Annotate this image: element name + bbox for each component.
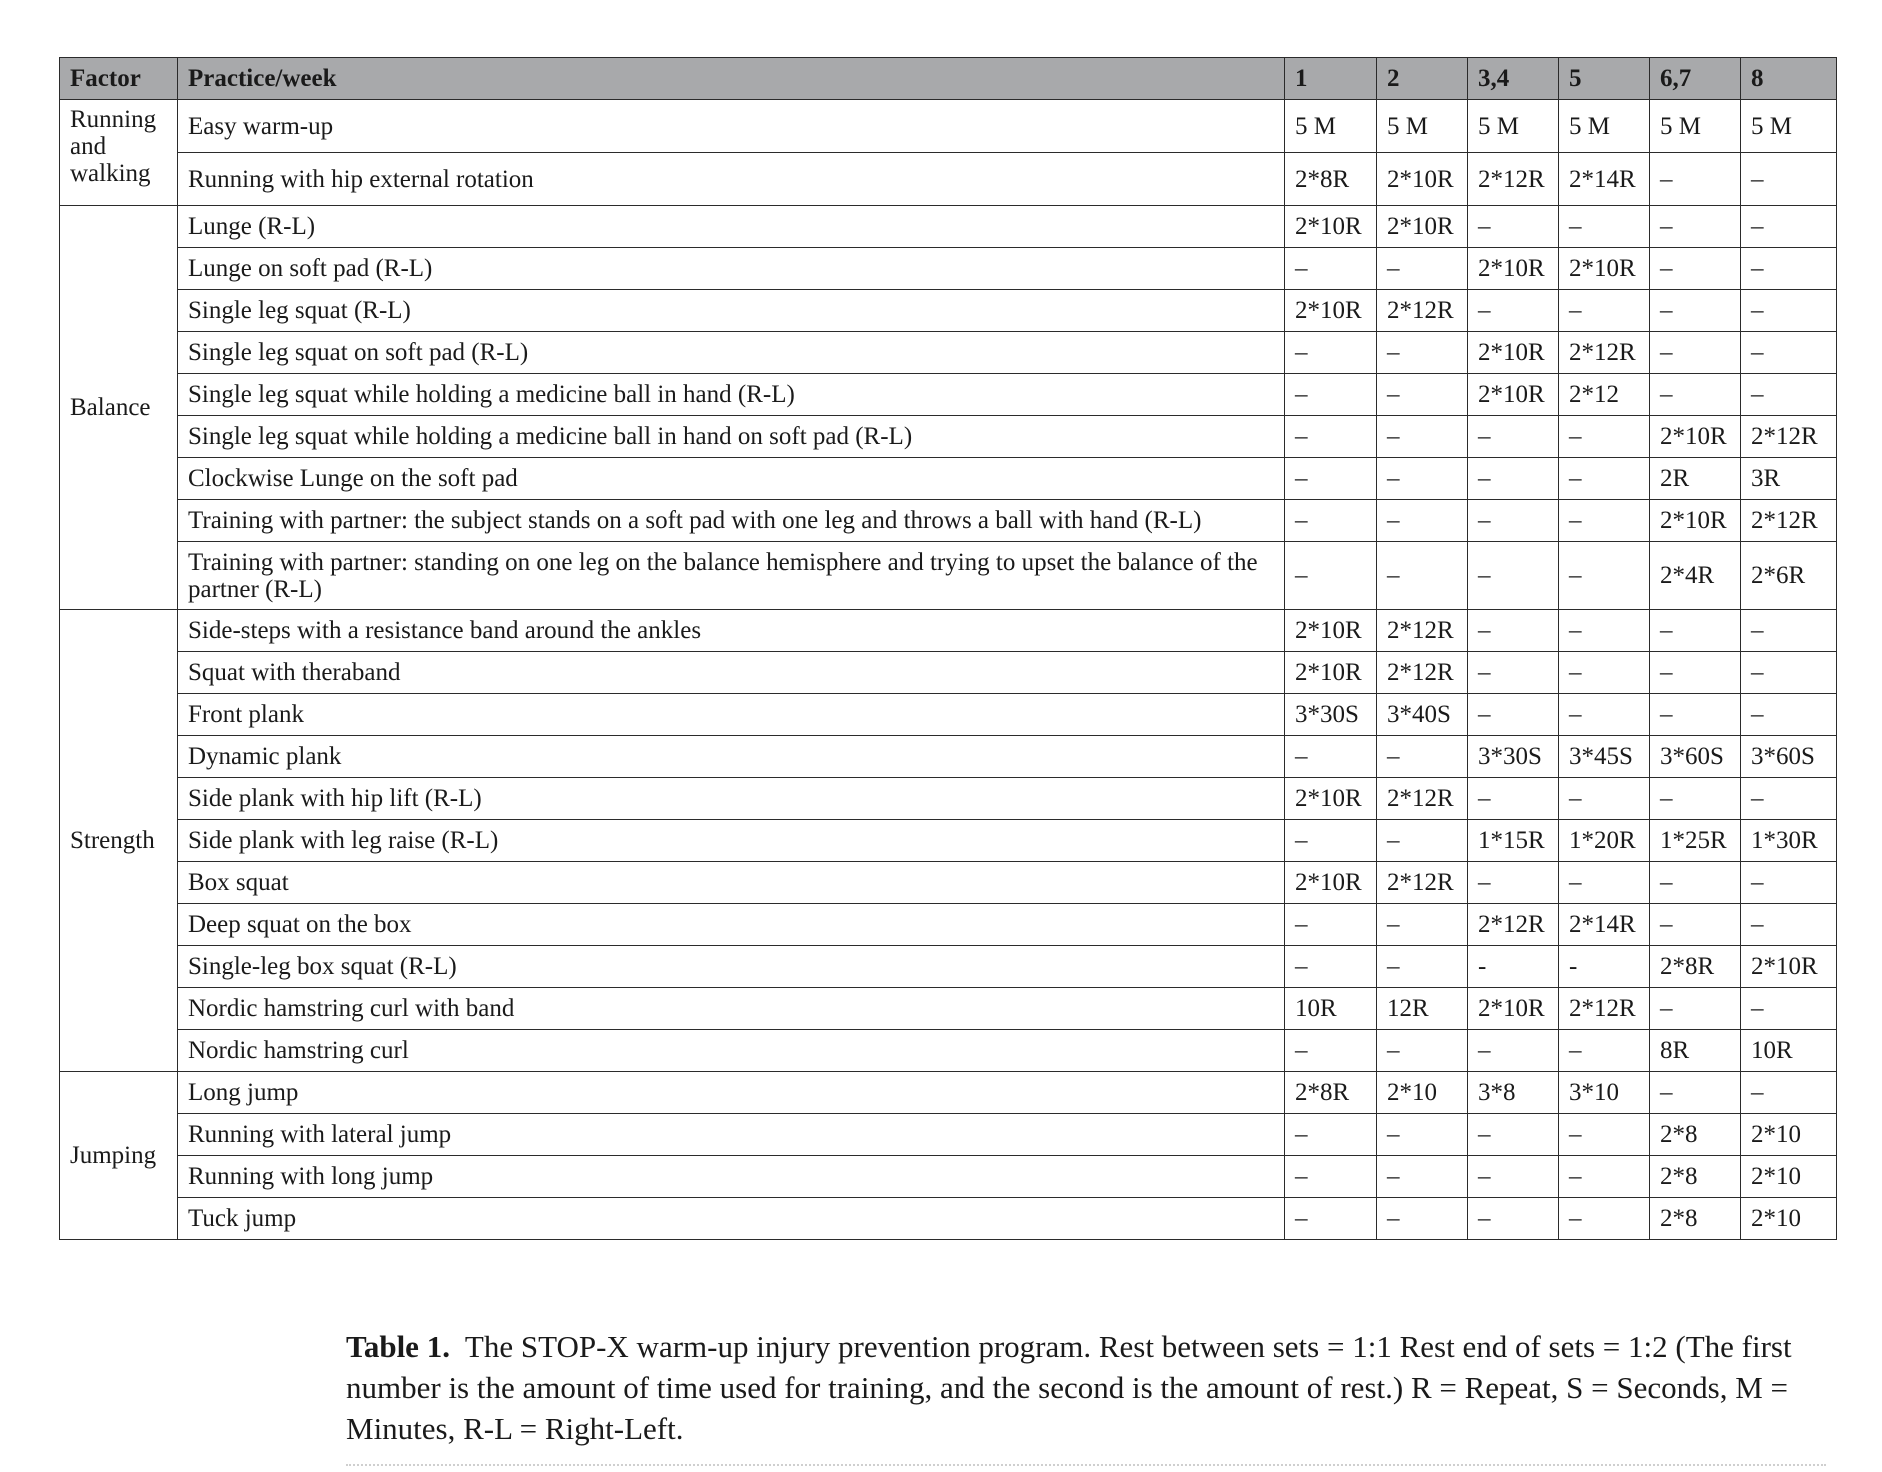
week-value-cell: 2*12R: [1468, 904, 1559, 946]
week-value-cell: –: [1377, 332, 1468, 374]
week-value-cell: –: [1559, 290, 1650, 332]
week-value-cell: 3*60S: [1650, 736, 1741, 778]
week-value-cell: 2*10R: [1285, 652, 1377, 694]
week-value-cell: –: [1650, 610, 1741, 652]
header-week-3-4: 3,4: [1468, 58, 1559, 100]
week-value-cell: –: [1377, 1198, 1468, 1240]
table-row: [60, 206, 1837, 248]
week-value-cell: –: [1468, 1030, 1559, 1072]
week-value-cell: –: [1650, 290, 1741, 332]
table-row: [60, 374, 1837, 416]
header-week-1: 1: [1285, 58, 1377, 100]
week-value-cell: –: [1559, 1030, 1650, 1072]
week-value-cell: –: [1741, 206, 1837, 248]
week-value-cell: 2*10R: [1285, 862, 1377, 904]
week-value-cell: -: [1559, 946, 1650, 988]
factor-cell: Strength: [60, 610, 178, 1072]
week-value-cell: –: [1377, 542, 1468, 610]
week-value-cell: 2*8R: [1650, 946, 1741, 988]
practice-cell: Easy warm-up: [178, 100, 1285, 153]
week-value-cell: –: [1650, 652, 1741, 694]
week-value-cell: 2*8R: [1285, 153, 1377, 206]
week-value-cell: 5 M: [1377, 100, 1468, 153]
practice-cell: Deep squat on the box: [178, 904, 1285, 946]
table-row: [60, 820, 1837, 862]
table-row: [60, 862, 1837, 904]
program-table: [59, 57, 1837, 1240]
week-value-cell: –: [1559, 206, 1650, 248]
week-value-cell: –: [1468, 416, 1559, 458]
practice-cell: Running with long jump: [178, 1156, 1285, 1198]
week-value-cell: –: [1468, 694, 1559, 736]
week-value-cell: –: [1468, 206, 1559, 248]
week-value-cell: 2*10R: [1650, 500, 1741, 542]
factor-cell: Running and walking: [60, 100, 178, 206]
week-value-cell: 2*4R: [1650, 542, 1741, 610]
week-value-cell: 3*60S: [1741, 736, 1837, 778]
dotted-divider: [346, 1464, 1826, 1466]
week-value-cell: –: [1559, 458, 1650, 500]
week-value-cell: –: [1377, 1030, 1468, 1072]
practice-cell: Single-leg box squat (R-L): [178, 946, 1285, 988]
week-value-cell: 1*30R: [1741, 820, 1837, 862]
week-value-cell: 2*14R: [1559, 153, 1650, 206]
week-value-cell: 2*12R: [1377, 610, 1468, 652]
practice-cell: Front plank: [178, 694, 1285, 736]
week-value-cell: 12R: [1377, 988, 1468, 1030]
week-value-cell: –: [1285, 1114, 1377, 1156]
caption-text: The STOP-X warm-up injury prevention program. Rest between sets = 1:1 Rest end of sets = 1:2 (The first number is the amount of time used for training, and the second is the amount of rest.) R = Repeat, S = Seconds, M = Minutes, R-L = Right-Left.: [346, 1329, 1792, 1446]
week-value-cell: 2*10R: [1285, 290, 1377, 332]
week-value-cell: 5 M: [1559, 100, 1650, 153]
practice-cell: Lunge on soft pad (R-L): [178, 248, 1285, 290]
table-row: [60, 694, 1837, 736]
week-value-cell: 2*10R: [1468, 374, 1559, 416]
week-value-cell: –: [1377, 416, 1468, 458]
week-value-cell: 2*12R: [1377, 778, 1468, 820]
week-value-cell: –: [1468, 610, 1559, 652]
header-week-5: 5: [1559, 58, 1650, 100]
week-value-cell: –: [1559, 610, 1650, 652]
week-value-cell: 3*40S: [1377, 694, 1468, 736]
week-value-cell: 10R: [1741, 1030, 1837, 1072]
table-row: [60, 946, 1837, 988]
practice-cell: Nordic hamstring curl with band: [178, 988, 1285, 1030]
week-value-cell: –: [1650, 862, 1741, 904]
week-value-cell: –: [1285, 374, 1377, 416]
caption-label: Table 1: [346, 1329, 443, 1364]
week-value-cell: –: [1377, 946, 1468, 988]
week-value-cell: –: [1559, 500, 1650, 542]
table-row: [60, 458, 1837, 500]
week-value-cell: 2*10R: [1559, 248, 1650, 290]
week-value-cell: –: [1468, 1198, 1559, 1240]
week-value-cell: 2*10R: [1285, 610, 1377, 652]
practice-cell: Training with partner: standing on one leg on the balance hemisphere and trying to upset the balance of the partner (R-L): [178, 542, 1285, 610]
practice-cell: Side plank with hip lift (R-L): [178, 778, 1285, 820]
week-value-cell: –: [1741, 988, 1837, 1030]
week-value-cell: 2*8: [1650, 1198, 1741, 1240]
practice-cell: Tuck jump: [178, 1198, 1285, 1240]
week-value-cell: –: [1741, 290, 1837, 332]
week-value-cell: –: [1377, 1114, 1468, 1156]
week-value-cell: –: [1285, 332, 1377, 374]
week-value-cell: –: [1285, 248, 1377, 290]
table-row: [60, 1114, 1837, 1156]
week-value-cell: -: [1468, 946, 1559, 988]
week-value-cell: –: [1559, 1156, 1650, 1198]
table-row: [60, 100, 1837, 153]
practice-cell: Side-steps with a resistance band around the ankles: [178, 610, 1285, 652]
week-value-cell: –: [1559, 542, 1650, 610]
week-value-cell: 3R: [1741, 458, 1837, 500]
practice-cell: Nordic hamstring curl: [178, 1030, 1285, 1072]
week-value-cell: –: [1285, 1198, 1377, 1240]
week-value-cell: 8R: [1650, 1030, 1741, 1072]
table-row: [60, 1072, 1837, 1114]
week-value-cell: 3*30S: [1468, 736, 1559, 778]
week-value-cell: –: [1285, 904, 1377, 946]
practice-cell: Squat with theraband: [178, 652, 1285, 694]
header-week-2: 2: [1377, 58, 1468, 100]
week-value-cell: 3*10: [1559, 1072, 1650, 1114]
practice-cell: Training with partner: the subject stands on a soft pad with one leg and throws a ball with hand (R-L): [178, 500, 1285, 542]
week-value-cell: 5 M: [1741, 100, 1837, 153]
week-value-cell: 2*12R: [1741, 500, 1837, 542]
week-value-cell: –: [1741, 652, 1837, 694]
practice-cell: Clockwise Lunge on the soft pad: [178, 458, 1285, 500]
table-row: [60, 500, 1837, 542]
week-value-cell: 2*12R: [1559, 332, 1650, 374]
week-value-cell: 2*10R: [1285, 778, 1377, 820]
week-value-cell: 2*8: [1650, 1156, 1741, 1198]
week-value-cell: 1*20R: [1559, 820, 1650, 862]
week-value-cell: –: [1468, 1156, 1559, 1198]
practice-cell: Single leg squat (R-L): [178, 290, 1285, 332]
table-row: [60, 248, 1837, 290]
table-row: [60, 332, 1837, 374]
week-value-cell: –: [1285, 820, 1377, 862]
week-value-cell: 2*10R: [1377, 153, 1468, 206]
table-row: [60, 778, 1837, 820]
week-value-cell: 5 M: [1650, 100, 1741, 153]
week-value-cell: –: [1741, 778, 1837, 820]
practice-cell: Single leg squat while holding a medicine ball in hand (R-L): [178, 374, 1285, 416]
practice-cell: Dynamic plank: [178, 736, 1285, 778]
week-value-cell: –: [1650, 778, 1741, 820]
table-row: [60, 736, 1837, 778]
week-value-cell: –: [1650, 332, 1741, 374]
table-row: [60, 153, 1837, 206]
week-value-cell: –: [1377, 374, 1468, 416]
week-value-cell: –: [1650, 988, 1741, 1030]
week-value-cell: –: [1468, 290, 1559, 332]
week-value-cell: –: [1285, 736, 1377, 778]
week-value-cell: 2*10: [1377, 1072, 1468, 1114]
week-value-cell: –: [1377, 904, 1468, 946]
week-value-cell: –: [1377, 500, 1468, 542]
week-value-cell: –: [1741, 862, 1837, 904]
caption-label-separator: .: [442, 1329, 450, 1364]
week-value-cell: 2*14R: [1559, 904, 1650, 946]
table-row: [60, 652, 1837, 694]
week-value-cell: –: [1741, 374, 1837, 416]
week-value-cell: –: [1285, 542, 1377, 610]
week-value-cell: 2*10R: [1468, 988, 1559, 1030]
week-value-cell: 3*45S: [1559, 736, 1650, 778]
week-value-cell: –: [1650, 248, 1741, 290]
week-value-cell: 2*12R: [1741, 416, 1837, 458]
week-value-cell: –: [1468, 542, 1559, 610]
factor-cell: Jumping: [60, 1072, 178, 1240]
header-practice: Practice/week: [178, 58, 1285, 100]
table-header: [60, 58, 1837, 100]
week-value-cell: –: [1741, 153, 1837, 206]
week-value-cell: –: [1285, 946, 1377, 988]
header-week-8: 8: [1741, 58, 1837, 100]
week-value-cell: –: [1650, 374, 1741, 416]
week-value-cell: 2*8R: [1285, 1072, 1377, 1114]
week-value-cell: –: [1468, 458, 1559, 500]
week-value-cell: –: [1559, 652, 1650, 694]
week-value-cell: –: [1741, 332, 1837, 374]
table-row: [60, 988, 1837, 1030]
week-value-cell: –: [1559, 1198, 1650, 1240]
practice-cell: Single leg squat on soft pad (R-L): [178, 332, 1285, 374]
week-value-cell: 2*8: [1650, 1114, 1741, 1156]
week-value-cell: –: [1377, 820, 1468, 862]
week-value-cell: –: [1377, 458, 1468, 500]
practice-cell: Box squat: [178, 862, 1285, 904]
week-value-cell: –: [1285, 1156, 1377, 1198]
week-value-cell: –: [1377, 736, 1468, 778]
week-value-cell: 3*30S: [1285, 694, 1377, 736]
header-week-6-7: 6,7: [1650, 58, 1741, 100]
week-value-cell: –: [1741, 248, 1837, 290]
week-value-cell: –: [1559, 694, 1650, 736]
week-value-cell: 1*15R: [1468, 820, 1559, 862]
week-value-cell: –: [1741, 904, 1837, 946]
table-row: [60, 610, 1837, 652]
practice-cell: Lunge (R-L): [178, 206, 1285, 248]
week-value-cell: 10R: [1285, 988, 1377, 1030]
week-value-cell: 2*10R: [1377, 206, 1468, 248]
week-value-cell: 2*10R: [1741, 946, 1837, 988]
week-value-cell: –: [1468, 652, 1559, 694]
table-row: [60, 542, 1837, 610]
week-value-cell: 2*12R: [1377, 862, 1468, 904]
week-value-cell: –: [1741, 610, 1837, 652]
table-row: [60, 1030, 1837, 1072]
week-value-cell: –: [1650, 694, 1741, 736]
week-value-cell: –: [1285, 1030, 1377, 1072]
week-value-cell: –: [1559, 862, 1650, 904]
table-caption: [346, 1326, 1826, 1449]
table-row: [60, 416, 1837, 458]
week-value-cell: –: [1741, 694, 1837, 736]
practice-cell: Running with lateral jump: [178, 1114, 1285, 1156]
week-value-cell: –: [1650, 1072, 1741, 1114]
week-value-cell: 2*10R: [1285, 206, 1377, 248]
table-row: [60, 904, 1837, 946]
week-value-cell: –: [1650, 206, 1741, 248]
week-value-cell: 2*10R: [1650, 416, 1741, 458]
practice-cell: Single leg squat while holding a medicine ball in hand on soft pad (R-L): [178, 416, 1285, 458]
table-body: [60, 100, 1837, 1240]
practice-cell: Running with hip external rotation: [178, 153, 1285, 206]
week-value-cell: 2*10R: [1468, 332, 1559, 374]
week-value-cell: 2*6R: [1741, 542, 1837, 610]
week-value-cell: 2*12: [1559, 374, 1650, 416]
week-value-cell: –: [1285, 458, 1377, 500]
week-value-cell: –: [1650, 904, 1741, 946]
week-value-cell: 2R: [1650, 458, 1741, 500]
week-value-cell: 3*8: [1468, 1072, 1559, 1114]
practice-cell: Side plank with leg raise (R-L): [178, 820, 1285, 862]
header-factor: Factor: [60, 58, 178, 100]
table-row: [60, 1156, 1837, 1198]
week-value-cell: 2*12R: [1468, 153, 1559, 206]
week-value-cell: –: [1741, 1072, 1837, 1114]
week-value-cell: –: [1559, 778, 1650, 820]
week-value-cell: 5 M: [1285, 100, 1377, 153]
week-value-cell: –: [1468, 862, 1559, 904]
week-value-cell: –: [1285, 500, 1377, 542]
factor-cell: Balance: [60, 206, 178, 610]
week-value-cell: –: [1650, 153, 1741, 206]
week-value-cell: 2*10: [1741, 1156, 1837, 1198]
week-value-cell: 2*12R: [1377, 290, 1468, 332]
week-value-cell: –: [1468, 1114, 1559, 1156]
week-value-cell: –: [1559, 1114, 1650, 1156]
table-row: [60, 1198, 1837, 1240]
header-row: [60, 58, 1837, 100]
week-value-cell: –: [1285, 416, 1377, 458]
week-value-cell: –: [1468, 500, 1559, 542]
week-value-cell: –: [1377, 1156, 1468, 1198]
week-value-cell: –: [1377, 248, 1468, 290]
week-value-cell: 2*12R: [1377, 652, 1468, 694]
week-value-cell: 2*10: [1741, 1114, 1837, 1156]
week-value-cell: 2*12R: [1559, 988, 1650, 1030]
week-value-cell: 1*25R: [1650, 820, 1741, 862]
table-row: [60, 290, 1837, 332]
practice-cell: Long jump: [178, 1072, 1285, 1114]
week-value-cell: 2*10: [1741, 1198, 1837, 1240]
week-value-cell: 2*10R: [1468, 248, 1559, 290]
week-value-cell: –: [1468, 778, 1559, 820]
week-value-cell: –: [1559, 416, 1650, 458]
week-value-cell: 5 M: [1468, 100, 1559, 153]
